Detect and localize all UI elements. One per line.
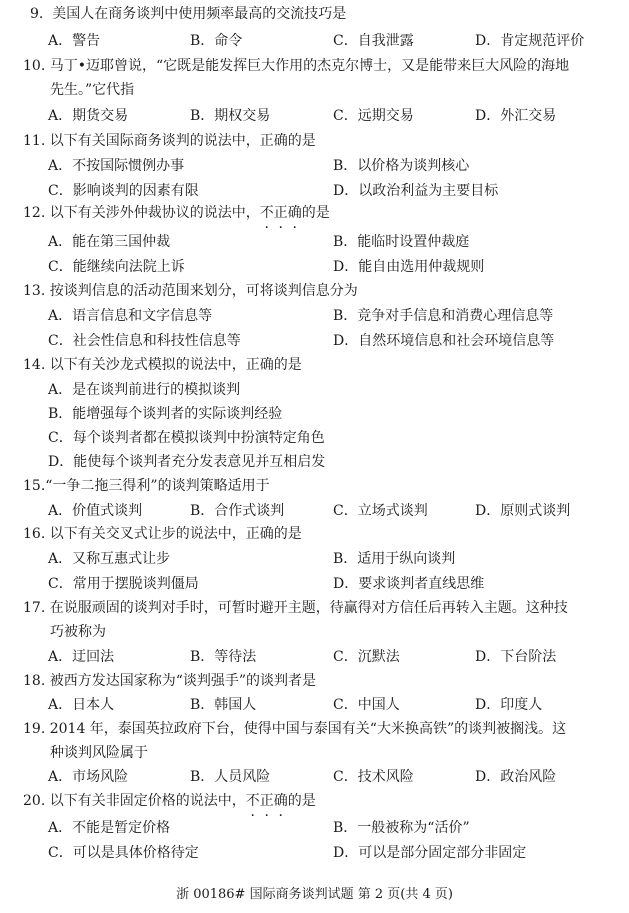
emphasis-dot-char: 确 bbox=[273, 793, 288, 809]
question-14-option-a: A．是在谈判前进行的模拟谈判 bbox=[48, 382, 241, 398]
question-15-stem: 15.“一争二拖三得利”的谈判策略适用于 bbox=[23, 478, 270, 494]
question-17-option-c: C．沉默法 bbox=[333, 649, 400, 665]
question-17-option-a: A．迂回法 bbox=[48, 649, 115, 665]
emphasis-dot-char: 不 bbox=[245, 793, 260, 809]
question-17-option-b: B．等待法 bbox=[190, 649, 257, 665]
question-13-option-a: A．语言信息和文字信息等 bbox=[48, 308, 213, 324]
question-15-option-a: A．价值式谈判 bbox=[48, 503, 143, 519]
question-10-stem: 10. 马丁•迈耶曾说，“它既是能发挥巨大作用的杰克尔博士，又是能带来巨大风险的海地 bbox=[23, 58, 570, 74]
question-17-option-d: D．下台阶法 bbox=[475, 649, 557, 665]
emphasis-dot-char: 确 bbox=[287, 205, 302, 221]
question-16-option-d: D．要求谈判者直线思维 bbox=[333, 576, 485, 592]
question-12-stem: 12. 以下有关涉外仲裁协议的说法中，不正确的是 bbox=[23, 205, 330, 221]
question-10-stem-cont: 先生。”它代指 bbox=[50, 82, 135, 98]
question-9-option-b: B．命令 bbox=[190, 33, 243, 49]
question-11-option-d: D．以政治利益为主要目标 bbox=[333, 183, 499, 199]
question-18-stem: 18. 被西方发达国家称为“谈判强手”的谈判者是 bbox=[23, 673, 317, 689]
page-footer: 浙 00186# 国际商务谈判试题 第 2 页(共 4 页) bbox=[176, 887, 453, 902]
question-10-option-b: B．期权交易 bbox=[190, 108, 271, 124]
question-19-stem-cont: 种谈判风险属于 bbox=[50, 745, 148, 761]
question-18-option-b: B．韩国人 bbox=[190, 697, 257, 713]
question-17-stem-cont: 巧被称为 bbox=[50, 624, 106, 640]
question-14-option-b: B．能增强每个谈判者的实际谈判经验 bbox=[48, 406, 283, 422]
question-20-stem: 20. 以下有关非固定价格的说法中，不正确的是 bbox=[23, 793, 316, 809]
question-12-option-b: B．能临时设置仲裁庭 bbox=[333, 234, 470, 250]
question-10-option-c: C．远期交易 bbox=[333, 108, 414, 124]
question-19-option-d: D．政治风险 bbox=[475, 769, 557, 785]
question-19-stem: 19. 2014 年，泰国英拉政府下台，使得中国与泰国有关“大米换高铁”的谈判被搁浅。这 bbox=[23, 721, 567, 737]
question-9-option-c: C．自我泄露 bbox=[333, 33, 414, 49]
question-16-option-c: C．常用于摆脱谈判僵局 bbox=[48, 576, 199, 592]
question-18-option-c: C．中国人 bbox=[333, 697, 400, 713]
question-15-option-b: B．合作式谈判 bbox=[190, 503, 285, 519]
question-16-option-a: A．又称互惠式让步 bbox=[48, 551, 171, 567]
question-20-option-d: D．可以是部分固定部分非固定 bbox=[333, 845, 527, 861]
question-15-option-d: D．原则式谈判 bbox=[475, 503, 571, 519]
question-9-option-d: D．肯定规范评价 bbox=[475, 33, 585, 49]
question-11-option-c: C．影响谈判的因素有限 bbox=[48, 183, 199, 199]
question-20-option-a: A．不能是暂定价格 bbox=[48, 820, 171, 836]
question-17-stem: 17. 在说服顽固的谈判对手时，可暂时避开主题，待赢得对方信任后再转入主题。这种技 bbox=[23, 600, 568, 616]
question-13-option-c: C．社会性信息和科技性信息等 bbox=[48, 333, 241, 349]
question-19-option-a: A．市场风险 bbox=[48, 769, 129, 785]
question-14-option-d: D．能使每个谈判者充分发表意见并互相启发 bbox=[48, 454, 326, 470]
question-12-option-d: D．能自由选用仲裁规则 bbox=[333, 259, 485, 275]
question-12-option-a: A．能在第三国仲裁 bbox=[48, 234, 171, 250]
emphasis-dot-char: 正 bbox=[259, 793, 274, 809]
question-15-option-c: C．立场式谈判 bbox=[333, 503, 428, 519]
question-20-option-c: C．可以是具体价格待定 bbox=[48, 845, 199, 861]
emphasis-dot-char: 不 bbox=[259, 205, 274, 221]
question-16-option-b: B．适用于纵向谈判 bbox=[333, 551, 456, 567]
question-14-stem: 14. 以下有关沙龙式模拟的说法中，正确的是 bbox=[23, 357, 302, 373]
question-9-stem: 9. 美国人在商务谈判中使用频率最高的交流技巧是 bbox=[30, 6, 347, 22]
question-13-stem: 13. 按谈判信息的活动范围来划分，可将谈判信息分为 bbox=[23, 283, 358, 299]
question-13-option-d: D．自然环境信息和社会环境信息等 bbox=[333, 333, 555, 349]
question-18-option-d: D．印度人 bbox=[475, 697, 543, 713]
question-11-option-a: A．不按国际惯例办事 bbox=[48, 158, 185, 174]
question-12-option-c: C．能继续向法院上诉 bbox=[48, 259, 185, 275]
question-14-option-c: C．每个谈判者都在模拟谈判中扮演特定角色 bbox=[48, 430, 325, 446]
question-11-option-b: B．以价格为谈判核心 bbox=[333, 158, 470, 174]
question-10-option-a: A．期货交易 bbox=[48, 108, 129, 124]
question-19-option-c: C．技术风险 bbox=[333, 769, 414, 785]
question-20-option-b: B．一般被称为“活价” bbox=[333, 820, 470, 836]
question-11-stem: 11. 以下有关国际商务谈判的说法中，正确的是 bbox=[23, 133, 316, 149]
question-10-option-d: D．外汇交易 bbox=[475, 108, 557, 124]
question-13-option-b: B．竞争对手信息和消费心理信息等 bbox=[333, 308, 554, 324]
question-9-option-a: A．警告 bbox=[48, 33, 101, 49]
question-16-stem: 16. 以下有关交叉式让步的说法中，正确的是 bbox=[23, 526, 302, 542]
question-18-option-a: A．日本人 bbox=[48, 697, 115, 713]
emphasis-dot-char: 正 bbox=[273, 205, 288, 221]
question-19-option-b: B．人员风险 bbox=[190, 769, 271, 785]
